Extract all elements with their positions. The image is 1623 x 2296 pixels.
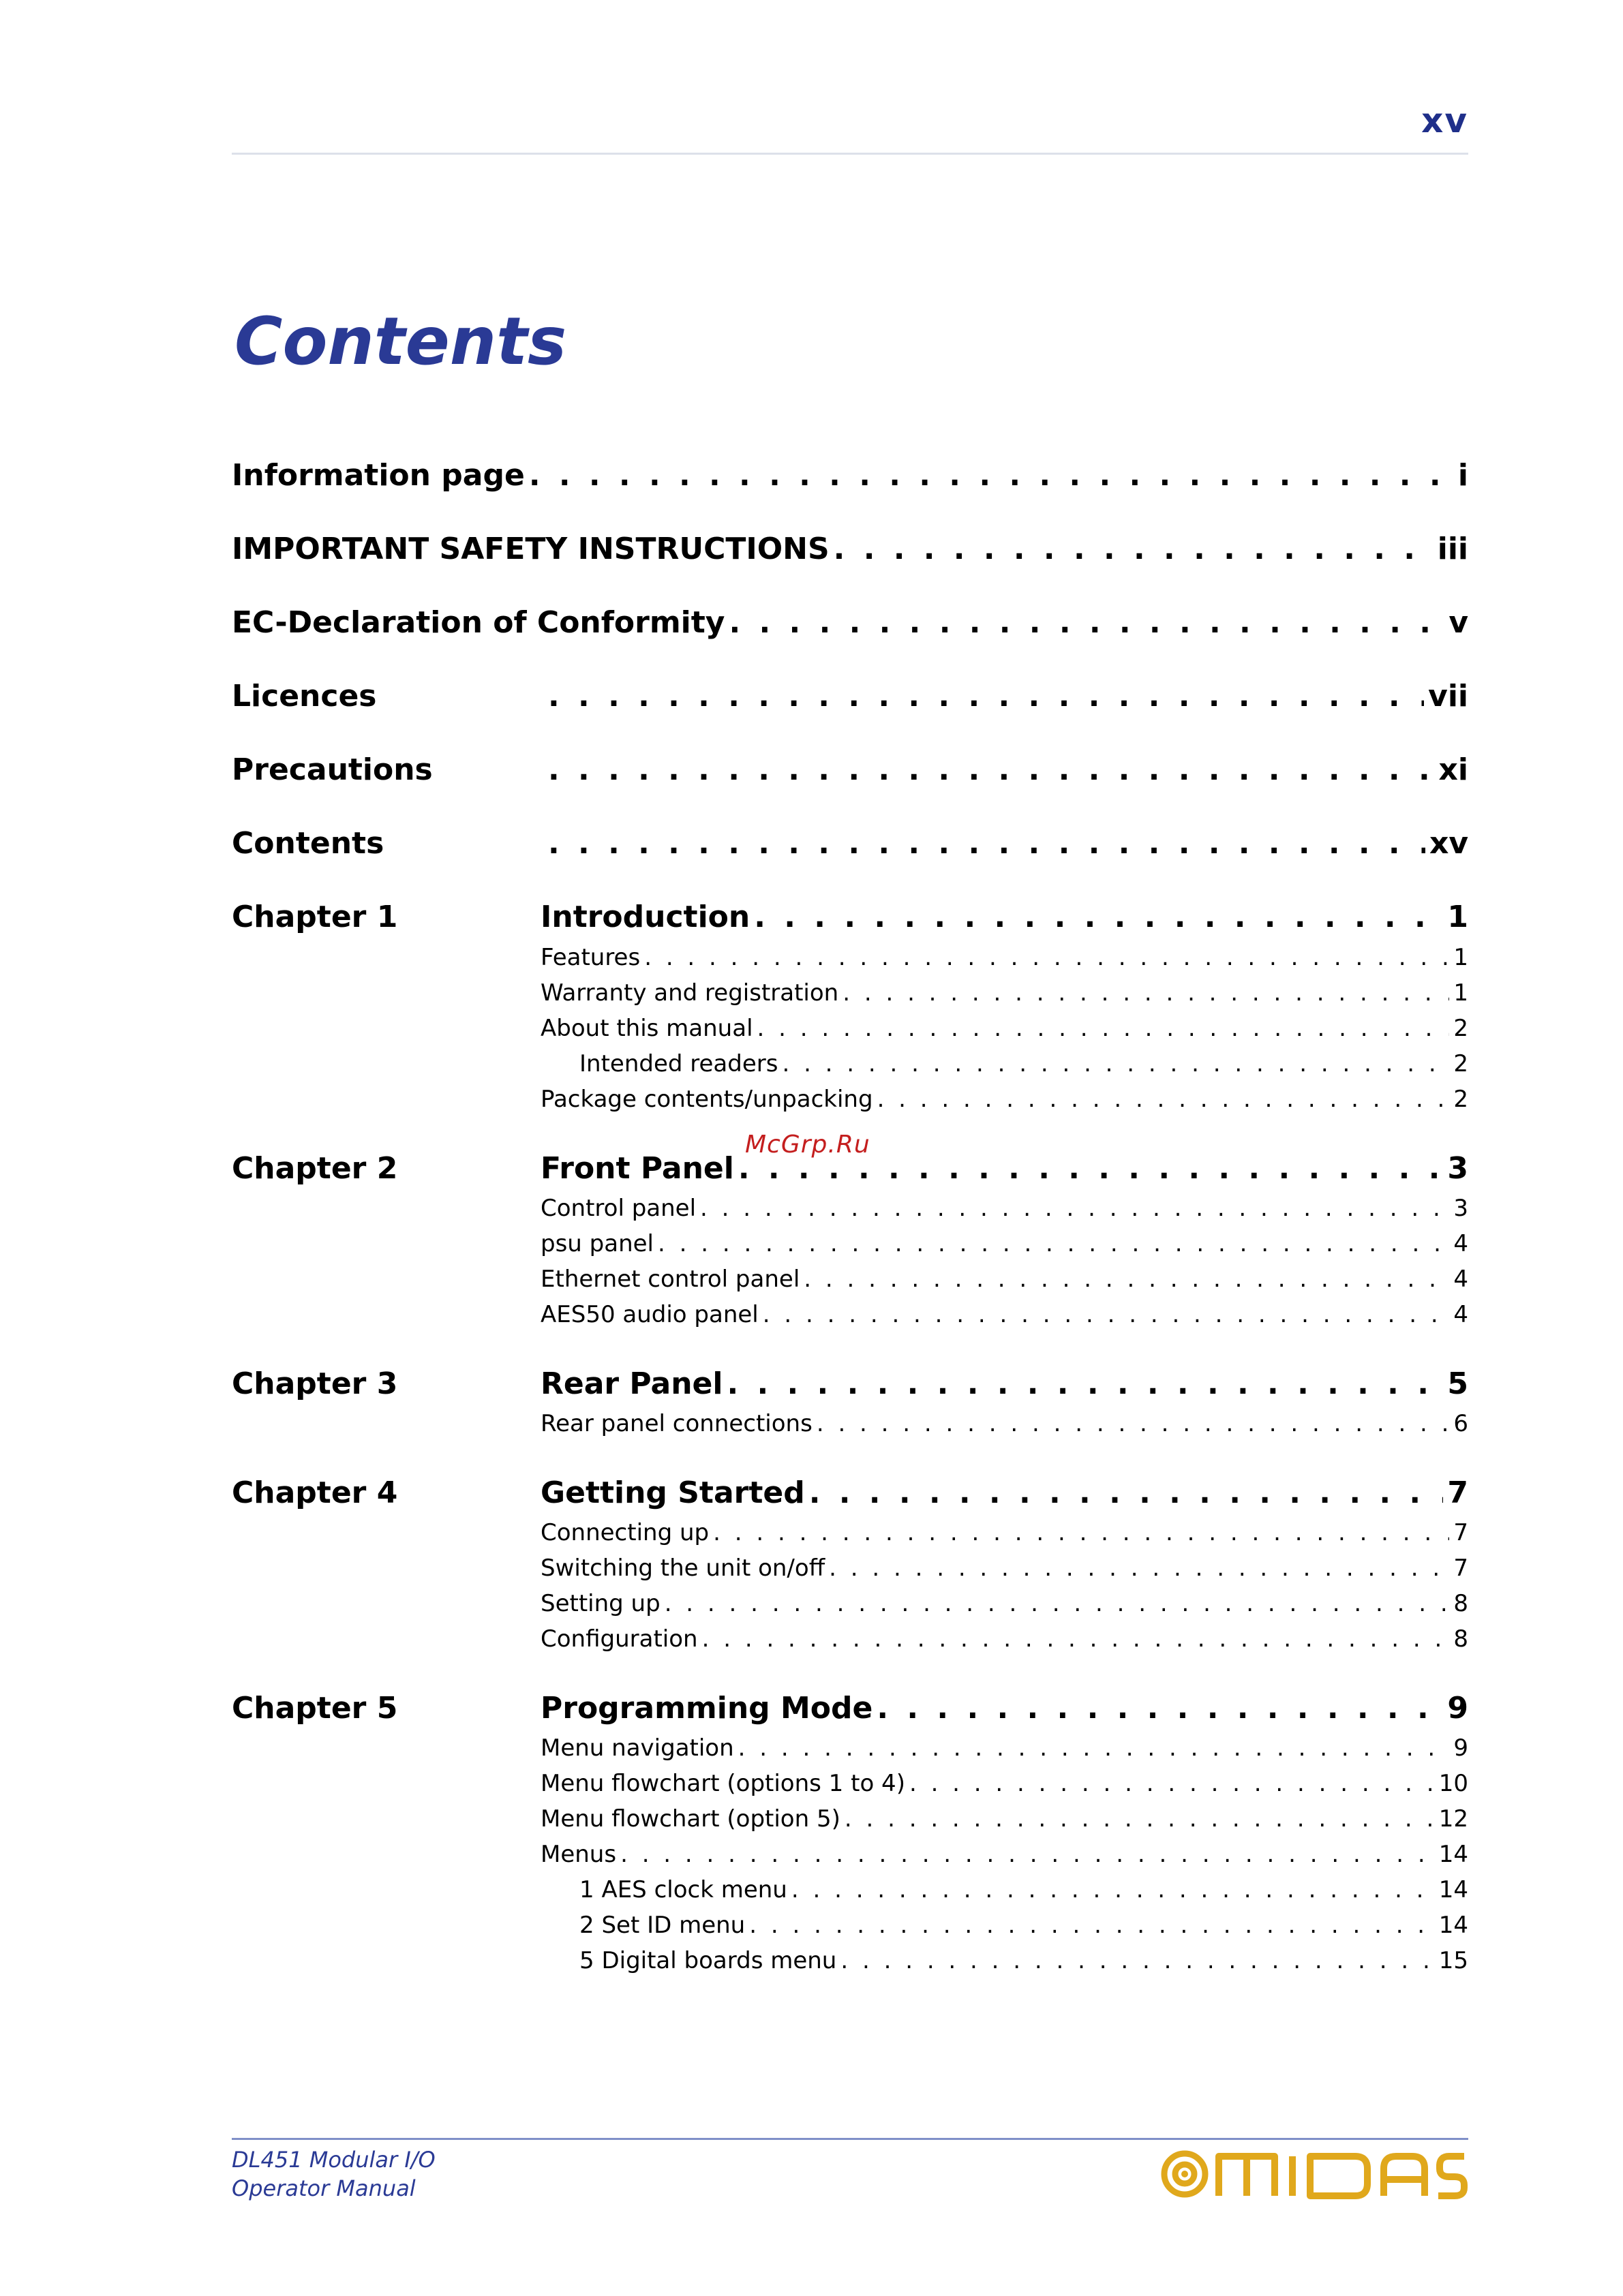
toc-subentry-label: 2 Set ID menu (579, 1912, 746, 1939)
toc-subentry-label: Ethernet control panel (541, 1266, 800, 1293)
toc-subentry-label: psu panel (541, 1230, 654, 1257)
dot-leader (834, 532, 1434, 566)
toc-subentry-label: Switching the unit on/off (541, 1555, 825, 1582)
dot-leader (909, 1770, 1435, 1797)
toc-page-number: 8 (1453, 1625, 1468, 1653)
dot-leader (843, 979, 1449, 1007)
dot-leader (548, 679, 1424, 714)
toc-subentry[interactable] (579, 1912, 1468, 1939)
toc-page-number: 7 (1447, 1475, 1468, 1510)
toc-subentry-label: Configuration (541, 1625, 698, 1653)
toc-page-number: 9 (1447, 1691, 1468, 1726)
dot-leader (757, 1015, 1450, 1042)
chapter-title: Getting Started (541, 1475, 805, 1510)
toc-subentry[interactable] (541, 944, 1468, 971)
toc-subentry-label: Menu flowchart (options 1 to 4) (541, 1770, 905, 1797)
toc-page-number: 10 (1438, 1770, 1468, 1797)
toc-subentry[interactable] (541, 1770, 1468, 1797)
toc-entry-label: Information page (232, 458, 525, 493)
toc-subentry-label: Setting up (541, 1590, 661, 1617)
dot-leader (840, 1947, 1434, 1974)
chapter-title: Rear Panel (541, 1366, 723, 1401)
dot-leader (658, 1230, 1449, 1257)
toc-subentry[interactable] (541, 979, 1468, 1007)
toc-page-number: 7 (1453, 1519, 1468, 1546)
dot-leader (713, 1519, 1449, 1546)
toc-page-number: 1 (1453, 979, 1468, 1007)
toc-chapter-front-panel[interactable] (541, 1151, 1468, 1186)
toc-page-number: vii (1428, 679, 1468, 714)
chapter-label: Chapter 2 (232, 1151, 398, 1186)
page-number: xv (1421, 101, 1468, 140)
toc-subentry[interactable] (541, 1590, 1468, 1617)
midas-logo-icon (1159, 2147, 1468, 2201)
dot-leader (529, 458, 1454, 493)
toc-subentry[interactable] (541, 1266, 1468, 1293)
toc-entry-label: Precautions (232, 752, 433, 787)
dot-leader (817, 1410, 1450, 1437)
dot-leader (877, 1691, 1443, 1726)
toc-subentry-label: Menu flowchart (option 5) (541, 1805, 840, 1833)
toc-page-number: 15 (1438, 1947, 1468, 1974)
dot-leader (700, 1195, 1449, 1222)
toc-entry-ec-declaration[interactable] (232, 605, 1468, 640)
dot-leader (877, 1086, 1450, 1113)
chapter-label: Chapter 1 (232, 900, 398, 934)
chapter-title: Introduction (541, 900, 750, 934)
toc-page-number: xv (1429, 826, 1468, 861)
toc-subentry-label: 5 Digital boards menu (579, 1947, 837, 1974)
toc-subentry-label: Warranty and registration (541, 979, 839, 1007)
dot-leader (809, 1475, 1444, 1510)
dot-leader (763, 1301, 1450, 1328)
toc-page-number: 4 (1453, 1266, 1468, 1293)
chapter-label: Chapter 4 (232, 1475, 398, 1510)
toc-page-number: v (1448, 605, 1468, 640)
toc-subentry-label: Control panel (541, 1195, 697, 1222)
toc-subentry[interactable] (541, 1410, 1468, 1437)
toc-entry-label: Licences (232, 679, 377, 714)
toc-page-number: 3 (1453, 1195, 1468, 1222)
toc-entry-label: EC-Declaration of Conformity (232, 605, 725, 640)
toc-entry-information-page[interactable] (232, 458, 1468, 493)
chapter-title: Front Panel (541, 1151, 734, 1186)
dot-leader (782, 1050, 1449, 1077)
header-rule (232, 153, 1468, 155)
toc-page-number: 2 (1453, 1015, 1468, 1042)
toc-chapter-introduction[interactable] (541, 900, 1468, 934)
footer-rule (232, 2138, 1468, 2140)
page-title: Contents (234, 303, 567, 380)
toc-entry-precautions[interactable] (232, 752, 1468, 787)
dot-leader (754, 900, 1443, 934)
toc-subentry-label: Package contents/unpacking (541, 1086, 873, 1113)
dot-leader (791, 1876, 1435, 1903)
toc-page-number: iii (1437, 532, 1468, 566)
toc-page-number: 14 (1438, 1912, 1468, 1939)
toc-subentry[interactable] (541, 1555, 1468, 1582)
toc-page-number: 8 (1453, 1590, 1468, 1617)
toc-subentry[interactable] (541, 1519, 1468, 1546)
toc-subentry-label: Menus (541, 1841, 617, 1868)
dot-leader (829, 1555, 1449, 1582)
dot-leader (644, 944, 1449, 971)
toc-subentry[interactable] (541, 1805, 1468, 1833)
chapter-title: Programming Mode (541, 1691, 873, 1726)
toc-entry-licences[interactable] (232, 679, 1468, 714)
watermark: McGrp.Ru (745, 1131, 870, 1159)
toc-page-number: 12 (1438, 1805, 1468, 1833)
toc-page-number: 5 (1447, 1366, 1468, 1401)
toc-chapter-rear-panel[interactable] (541, 1366, 1468, 1401)
toc-page-number: 7 (1453, 1555, 1468, 1582)
toc-page-number: xi (1438, 752, 1468, 787)
toc-page-number: i (1457, 458, 1468, 493)
toc-subentry[interactable] (541, 1015, 1468, 1042)
toc-subentry[interactable] (541, 1734, 1468, 1762)
chapter-label: Chapter 3 (232, 1366, 398, 1401)
toc-page-number: 2 (1453, 1050, 1468, 1077)
toc-chapter-getting-started[interactable] (541, 1475, 1468, 1510)
toc-chapter-programming-mode[interactable] (541, 1691, 1468, 1726)
toc-subentry[interactable] (541, 1086, 1468, 1113)
dot-leader (702, 1625, 1450, 1653)
footer-product (232, 2145, 436, 2203)
toc-page-number: 1 (1447, 900, 1468, 934)
toc-subentry[interactable] (579, 1050, 1468, 1077)
toc-page-number: 4 (1453, 1230, 1468, 1257)
toc-page-number: 4 (1453, 1301, 1468, 1328)
toc-page-number: 3 (1447, 1151, 1468, 1186)
toc-subentry[interactable] (541, 1195, 1468, 1222)
dot-leader (620, 1841, 1435, 1868)
toc-page-number: 14 (1438, 1876, 1468, 1903)
toc-entry-label: Contents (232, 826, 384, 861)
dot-leader (804, 1266, 1449, 1293)
toc-subentry[interactable] (541, 1625, 1468, 1653)
toc-subentry[interactable] (541, 1301, 1468, 1328)
toc-subentry-label: AES50 audio panel (541, 1301, 759, 1328)
chapter-label: Chapter 5 (232, 1691, 398, 1726)
toc-page-number: 9 (1453, 1734, 1468, 1762)
toc-subentry-label: 1 AES clock menu (579, 1876, 787, 1903)
toc-subentry[interactable] (579, 1876, 1468, 1903)
toc-entry-contents[interactable] (232, 826, 1468, 861)
toc-page-number: 1 (1453, 944, 1468, 971)
toc-subentry-label: Menu navigation (541, 1734, 734, 1762)
toc-page-number: 6 (1453, 1410, 1468, 1437)
dot-leader (665, 1590, 1450, 1617)
toc-subentry[interactable] (541, 1230, 1468, 1257)
dot-leader (749, 1912, 1435, 1939)
dot-leader (548, 752, 1435, 787)
toc-subentry-label: Features (541, 944, 641, 971)
dot-leader (548, 826, 1425, 861)
dot-leader (738, 1734, 1450, 1762)
dot-leader (727, 1366, 1443, 1401)
footer-line-2: Operator Manual (232, 2175, 416, 2201)
toc-subentry[interactable] (541, 1841, 1468, 1868)
footer-line-1: DL451 Modular I/O (232, 2147, 436, 2173)
toc-subentry[interactable] (579, 1947, 1468, 1974)
toc-page-number: 14 (1438, 1841, 1468, 1868)
toc-entry-safety-instructions[interactable] (232, 532, 1468, 566)
toc-subentry-label: Intended readers (579, 1050, 778, 1077)
dot-leader (729, 605, 1444, 640)
dot-leader (845, 1805, 1435, 1833)
toc-page-number: 2 (1453, 1086, 1468, 1113)
toc-subentry-label: Rear panel connections (541, 1410, 813, 1437)
toc-entry-label: IMPORTANT SAFETY INSTRUCTIONS (232, 532, 830, 566)
toc-subentry-label: About this manual (541, 1015, 753, 1042)
toc-subentry-label: Connecting up (541, 1519, 710, 1546)
